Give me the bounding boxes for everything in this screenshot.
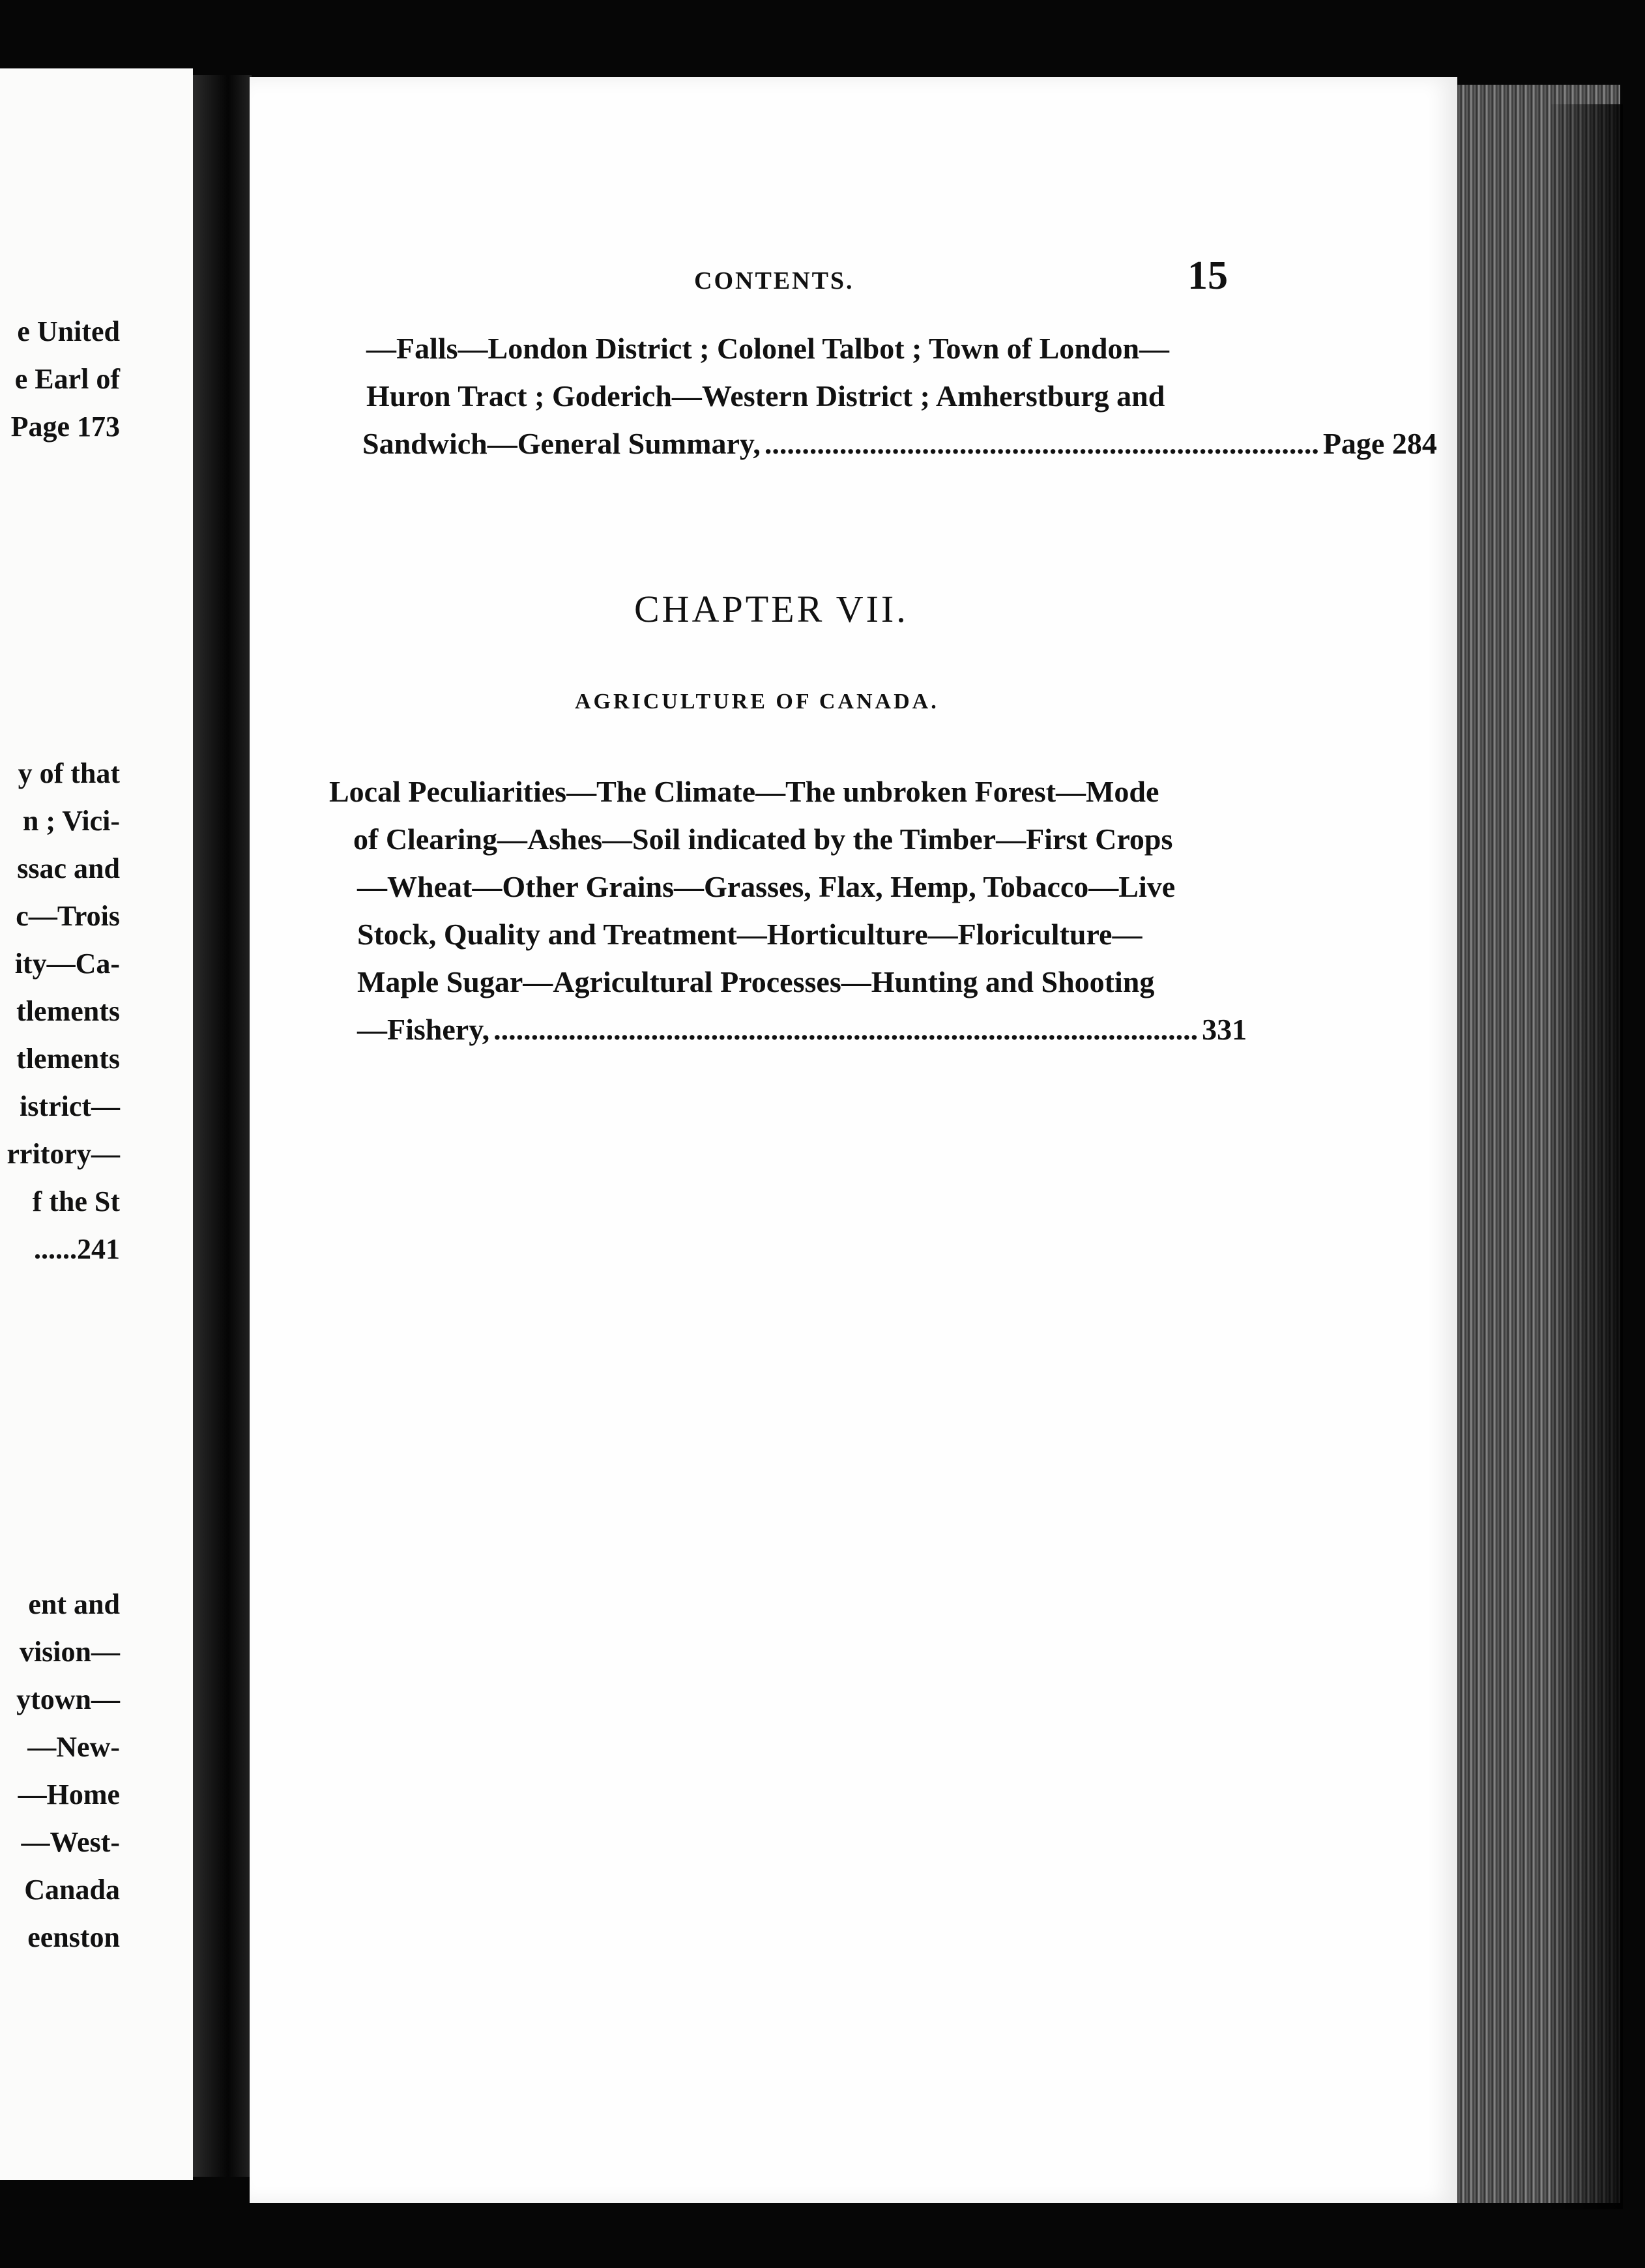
left-fragment: n ; Vici- <box>22 805 120 837</box>
left-fragment: —West- <box>21 1826 120 1858</box>
left-fragment: f the St <box>32 1185 120 1217</box>
left-fragment: vision— <box>19 1636 120 1668</box>
chapter-summary-line: Stock, Quality and Treatment—Horticulture—Floriculture— <box>357 918 1143 951</box>
left-fragment: e Earl of <box>14 363 120 395</box>
left-fragment: eenston <box>27 1921 120 1953</box>
left-fragment: ytown— <box>16 1683 120 1715</box>
leader-dots: .............................................................................................. <box>493 1013 1199 1046</box>
left-fragment: ssac and <box>17 852 120 884</box>
chapter-summary-line: Local Peculiarities—The Climate—The unbroken Forest—Mode <box>329 775 1159 808</box>
leader-dots: .......................................................................... <box>764 427 1319 460</box>
running-head: CONTENTS. <box>694 267 854 295</box>
chapter-subtitle: AGRICULTURE OF CANADA. <box>575 690 939 714</box>
page-block-shadow <box>1551 104 1623 2209</box>
toc-entry-text: Sandwich—General Summary, <box>362 427 761 460</box>
left-fragment: tlements <box>16 995 120 1027</box>
left-fragment: rritory— <box>7 1138 120 1170</box>
left-fragment: istrict— <box>20 1090 120 1122</box>
chapter-summary-line: —Wheat—Other Grains—Grasses, Flax, Hemp, Tobacco—Live <box>357 870 1176 903</box>
toc-page-ref: 331 <box>1202 1013 1247 1046</box>
left-fragment: e United <box>17 315 120 347</box>
previous-page <box>0 68 193 2180</box>
left-fragment: c—Trois <box>16 900 120 932</box>
toc-line: Huron Tract ; Goderich—Western District ; Amherstburg and <box>366 379 1165 413</box>
left-fragment: ent and <box>28 1588 120 1620</box>
left-fragment: —Home <box>18 1779 120 1810</box>
toc-page-ref: Page 284 <box>1322 427 1437 460</box>
book-gutter <box>193 75 252 2177</box>
left-fragment: ity—Ca- <box>14 948 120 980</box>
toc-entry-text: —Fishery, <box>357 1013 490 1046</box>
toc-entry-general-summary <box>362 427 1437 460</box>
page-number: 15 <box>1187 254 1228 298</box>
toc-entry-fishery <box>357 1013 1247 1046</box>
left-fragment: Canada <box>24 1874 120 1906</box>
left-fragment: —New- <box>27 1731 120 1763</box>
left-fragment: tlements <box>16 1043 120 1075</box>
left-fragment: Page 173 <box>10 411 120 443</box>
chapter-title: CHAPTER VII. <box>634 588 909 630</box>
toc-line: —Falls—London District ; Colonel Talbot ; Town of London— <box>366 332 1170 365</box>
chapter-summary-line: Maple Sugar—Agricultural Processes—Hunting and Shooting <box>357 965 1155 998</box>
left-fragment: y of that <box>18 757 120 789</box>
chapter-summary-line: of Clearing—Ashes—Soil indicated by the Timber—First Crops <box>353 822 1173 856</box>
left-fragment: ......241 <box>34 1233 120 1265</box>
